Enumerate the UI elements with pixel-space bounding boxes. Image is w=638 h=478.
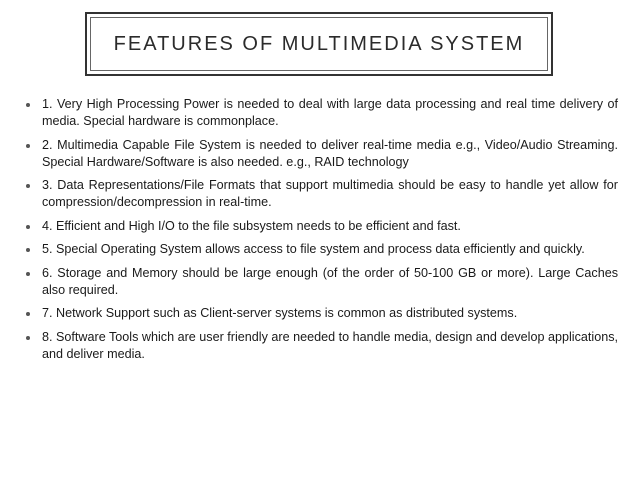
slide-title: FEATURES OF MULTIMEDIA SYSTEM <box>113 32 525 55</box>
bullet-text: 5. Special Operating System allows access to file system and process data efficiently and quickly. <box>42 242 585 256</box>
bullet-item-4 <box>26 218 618 235</box>
bullet-text: 8. Software Tools which are user friendly are needed to handle media, design and develop applications, and deliver media. <box>42 329 618 361</box>
bullet-dot-icon <box>26 272 30 276</box>
bullet-dot-icon <box>26 184 30 188</box>
bullet-item-6 <box>26 265 618 299</box>
bullet-text: 1. Very High Processing Power is needed to deal with large data processing and real time delivery of media. Special hardware is commonplace. <box>42 97 618 128</box>
bullet-list <box>26 96 618 369</box>
bullet-item-2 <box>26 137 618 171</box>
bullet-text: 6. Storage and Memory should be large enough (of the order of 50-100 GB or more). Large Caches also required. <box>42 265 618 297</box>
bullet-item-3 <box>26 177 618 211</box>
bullet-item-1 <box>26 96 618 130</box>
bullet-item-7 <box>26 305 618 322</box>
bullet-item-8 <box>26 329 618 363</box>
bullet-text: 3. Data Representations/File Formats that support multimedia should be easy to handle yet allow for compression/decompression in real-time. <box>42 178 618 209</box>
bullet-dot-icon <box>26 144 30 148</box>
bullet-dot-icon <box>26 103 30 107</box>
bullet-dot-icon <box>26 312 30 316</box>
bullet-text: 2. Multimedia Capable File System is needed to deliver real-time media e.g., Video/Audio Streaming. Special Hardware/Software is also needed. e.g., RAID technology <box>42 137 618 169</box>
bullet-text: 7. Network Support such as Client-server systems is common as distributed systems. <box>42 306 518 320</box>
bullet-dot-icon <box>26 248 30 252</box>
title-box <box>85 12 553 76</box>
bullet-dot-icon <box>26 336 30 340</box>
bullet-item-5 <box>26 241 618 258</box>
bullet-dot-icon <box>26 225 30 229</box>
bullet-text: 4. Efficient and High I/O to the file subsystem needs to be efficient and fast. <box>42 218 461 233</box>
